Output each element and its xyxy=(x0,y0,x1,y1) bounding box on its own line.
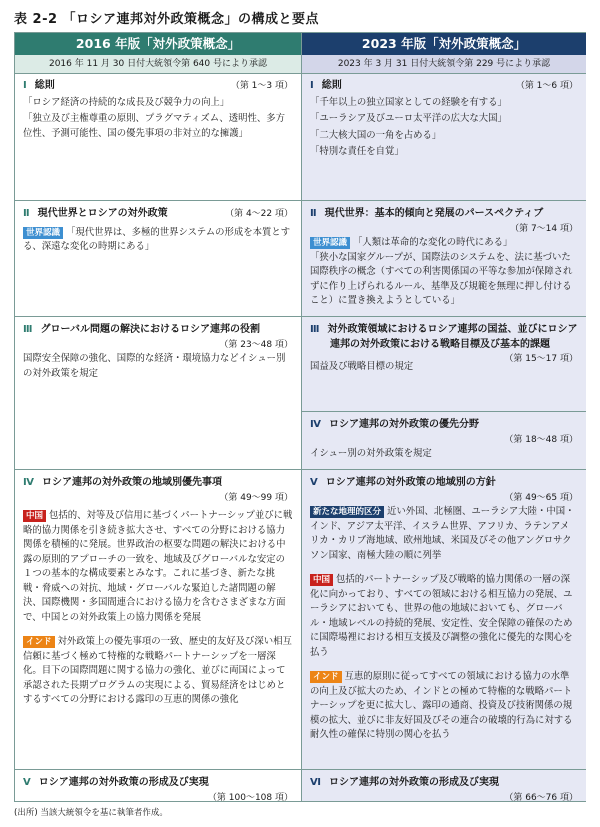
left-section-4 xyxy=(15,470,301,770)
section-text: 「狭小な国家グループが、国際法のシステムを、法に基づいた国際秩序の概念（すべての利害関係国の平等な参加が保障されずに作り上げられるルール、基準及び規範を無理に押し付けること）に置き換えようとしている」 xyxy=(310,251,573,306)
section-title: ロシア連邦の対外政策の優先分野 xyxy=(329,419,479,430)
list-item: 「特別な責任を自覚」 xyxy=(310,146,404,157)
china-text: 包括的パートナーシップ及び戦略的協力関係の一層の深化に向かっており、すべての領域における相互協力の発展、ユーラシアにおいても、世界の他の地域においても、グローバル・地域レベルの持続的発展、安定性、安全保障の確保のために国際場裡における相互支援及び調整の強化に優先的な関心を払う xyxy=(310,574,573,658)
section-text: 国益及び戦略目標の規定 xyxy=(310,361,414,372)
section-text: 「人類は革命的な変化の時代にある」 xyxy=(353,237,513,248)
section-pages: （第 66～76 項） xyxy=(504,792,578,803)
section-title: ロシア連邦の対外政策の地域別の方針 xyxy=(325,477,496,488)
section-pages: （第 15～17 項） xyxy=(504,354,578,364)
section-pages: （第 1～6 項） xyxy=(515,81,578,91)
section-number: Ⅵ xyxy=(310,777,321,788)
list-item: 「ユーラシア及びユーロ太平洋の広大な大国」 xyxy=(310,113,507,124)
section-number: Ⅱ xyxy=(23,208,30,219)
section-pages: （第 7～14 項） xyxy=(510,223,578,234)
section-pages: （第 23～48 項） xyxy=(219,339,293,350)
right-header: 2023 年版「対外政策概念」 xyxy=(302,33,586,55)
section-title: 総則 xyxy=(34,80,55,91)
section-number: Ⅴ xyxy=(23,777,31,788)
section-title: 現代世界とロシアの対外政策 xyxy=(37,208,168,219)
table-title: 表 2-2 「ロシア連邦対外政策概念」の構成と要点 xyxy=(14,12,320,27)
left-column-2016 xyxy=(15,33,301,801)
right-section-5 xyxy=(302,470,586,770)
section-number: Ⅰ xyxy=(310,80,314,91)
section-pages: （第 100～108 項） xyxy=(207,792,293,803)
section-title: ロシア連邦の対外政策の地域別優先事項 xyxy=(42,477,222,488)
section-number: Ⅲ xyxy=(310,324,320,335)
right-section-4 xyxy=(302,412,586,470)
left-subheader: 2016 年 11 月 30 日付大統領令第 640 号により承認 xyxy=(15,55,301,74)
section-pages: （第 4～22 項） xyxy=(225,209,293,219)
china-tag: 中国 xyxy=(23,510,46,522)
section-pages: （第 1～3 項） xyxy=(230,81,293,91)
list-item: 「ロシア経済の持続的な成長及び競争力の向上」 xyxy=(23,96,230,108)
world-view-tag: 世界認識 xyxy=(23,227,63,239)
section-number: Ⅳ xyxy=(310,419,321,430)
right-subheader: 2023 年 3 月 31 日付大統領令第 229 号により承認 xyxy=(302,55,586,74)
right-section-3 xyxy=(302,317,586,412)
india-text: 対外政策上の優先事項の一致、歴史的友好及び深い相互信頼に基づく極めて特権的な戦略パートナーシップを一層深化。目下の国際問題に関する協力の強化、並びに両国によって承認された長期プログラムの実現による、貿易経済をはじめとするすべての分野における露印の互恵的関係の強化 xyxy=(23,636,292,705)
world-view-tag: 世界認識 xyxy=(310,237,350,249)
left-section-1 xyxy=(15,73,301,201)
source-note: (出所) 当該大統領令を基に執筆者作成。 xyxy=(14,808,168,818)
china-text: 包括的、対等及び信用に基づくパートナーシップ並びに戦略的協力関係を引き続き拡大させ、すべての分野における協力関係を積極的に発展。世界政治の枢要な問題の解決における中露の原則的アプローチの一致を、地域及びグローバルな安定の１つの基本的な構成要素とみなす。これに基づき、新たな挑戦・脅威への対抗、地域・グローバルな緊迫した諸問題の解決、国際機関・多国間連合における協力を含むさまざまな方面で、中国との対外政策上の協力関係を発展 xyxy=(23,510,293,623)
india-tag: インド xyxy=(23,636,55,648)
section-title: 総則 xyxy=(321,80,342,91)
list-item: 「千年以上の独立国家としての経験を有する」 xyxy=(310,96,507,108)
list-item: 「二大核大国の一角を占める」 xyxy=(310,129,442,141)
section-text: 国際安全保障の強化、国際的な経済・環境協力などイシュー別の対外政策を規定 xyxy=(23,353,286,379)
section-pages: （第 18～48 項） xyxy=(504,434,578,445)
left-section-3 xyxy=(15,317,301,470)
list-item: 「独立及び主権尊重の原則、プラグマティズム、透明性、多方位性、予測可能性、国の優先事項の非対立的な擁護」 xyxy=(23,113,286,139)
section-text: イシュー別の対外政策を規定 xyxy=(310,448,432,459)
section-title: グローバル問題の解決におけるロシア連邦の役割 xyxy=(40,324,260,335)
section-title: 対外政策領域におけるロシア連邦の国益、並びにロシア連邦の対外政策における戦略目標及び基本的課題 xyxy=(327,324,578,350)
left-section-2 xyxy=(15,201,301,317)
right-column-2023 xyxy=(301,33,586,801)
left-header: 2016 年版「対外政策概念」 xyxy=(15,33,301,55)
right-section-1 xyxy=(302,73,586,201)
section-number: Ⅲ xyxy=(23,324,33,335)
left-section-5 xyxy=(15,770,301,803)
section-number: Ⅱ xyxy=(310,208,317,219)
section-pages: （第 49～99 項） xyxy=(219,492,293,503)
right-section-2 xyxy=(302,201,586,317)
section-number: Ⅳ xyxy=(23,477,34,488)
india-tag: インド xyxy=(310,671,342,683)
section-title: 現代世界：基本的傾向と発展のパースペクティブ xyxy=(324,208,544,219)
section-number: Ⅰ xyxy=(23,80,27,91)
china-tag: 中国 xyxy=(310,574,333,586)
comparison-table xyxy=(14,32,586,802)
region-text: 近い外国、北極圏、ユーラシア大陸・中国・インド、アジア太平洋、イスラム世界、アフリカ、ラテンアメリカ・カリブ海地域、欧州地域、米国及びその他アングロサクソン国家、南極大陸の順に列挙 xyxy=(310,506,575,561)
section-title: ロシア連邦の対外政策の形成及び実現 xyxy=(38,777,209,788)
section-title: ロシア連邦の対外政策の形成及び実現 xyxy=(329,777,499,788)
right-section-6 xyxy=(302,770,586,803)
section-number: Ⅴ xyxy=(310,477,318,488)
section-text: 「現代世界は、多極的世界システムの形成を本質とする、深遠な変化の時期にある」 xyxy=(23,226,291,252)
india-text: 互恵的原則に従ってすべての領域における協力の水準の向上及び拡大のため、インドとの極めて特権的な戦略パートナーシップを更に拡大し、露印の通商、投資及び技術関係の規模の拡大、並びに非友好国及びその連合の破壊的行為に対する耐久性の確保に特別の関心を払う xyxy=(310,671,573,740)
section-pages: （第 49～65 項） xyxy=(504,492,578,503)
new-region-tag: 新たな地理的区分 xyxy=(310,506,384,518)
